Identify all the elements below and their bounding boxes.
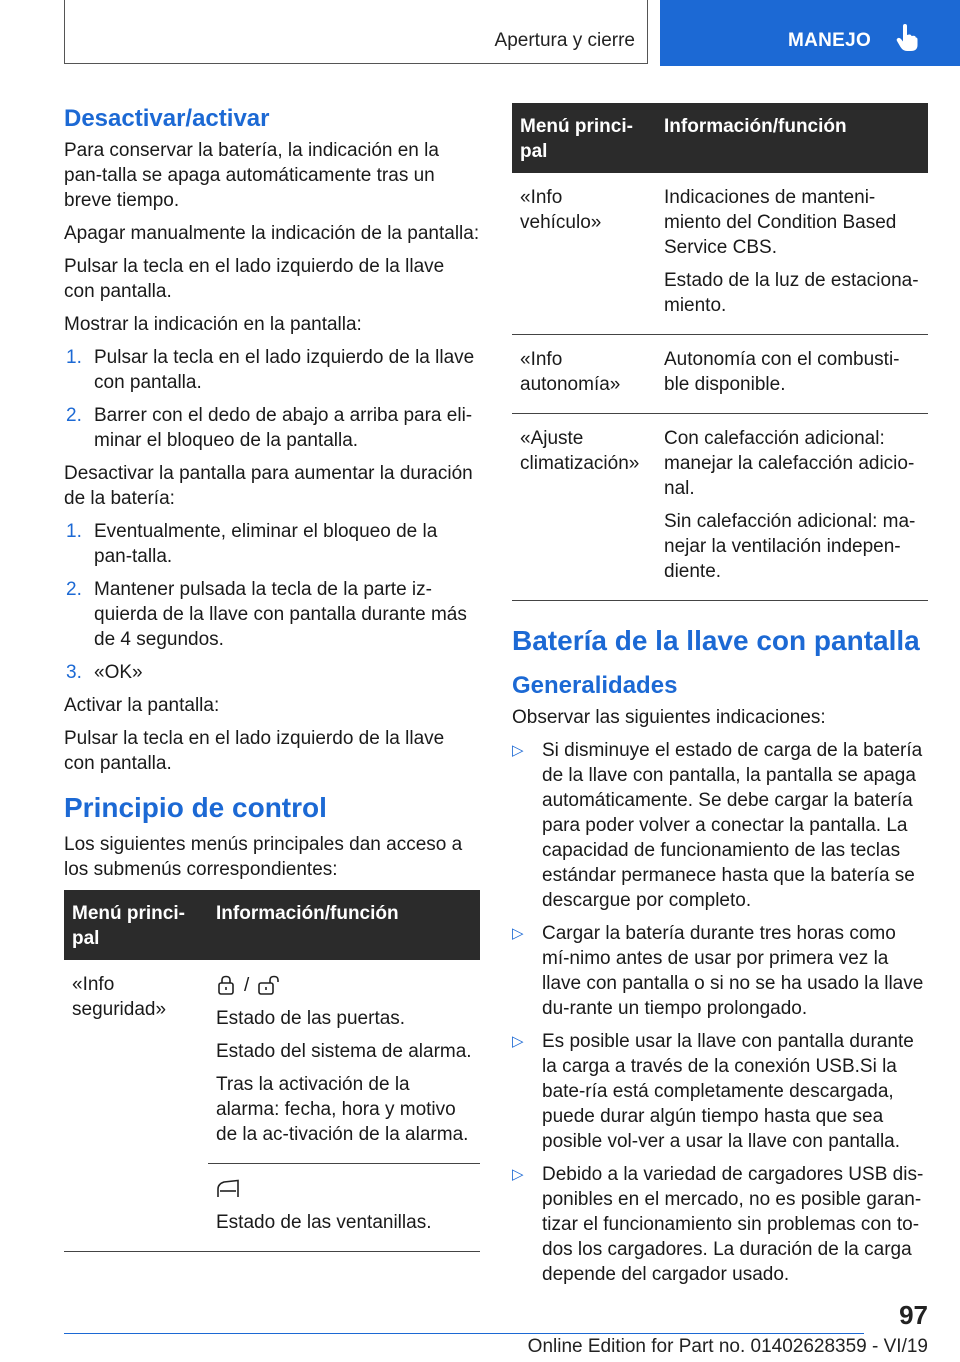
info-cell <box>656 173 928 335</box>
info-cell <box>208 960 480 1164</box>
section-tab <box>64 0 648 64</box>
bullet-triangle-icon: ▷ <box>512 1166 524 1183</box>
table-header-info: Información/función <box>208 890 480 960</box>
list-item <box>512 1162 928 1287</box>
icon-separator: / <box>244 974 250 996</box>
bullet-text: Es posible usar la llave con pantalla durante la carga a través de la conexión USB.Si la bate-ría está completamente descargada, puede durar algún tiempo hasta que sea posible vol-ver a usar la llave con pantalla. <box>542 1031 914 1152</box>
battery-notes-list <box>512 738 928 1287</box>
step-number: 2. <box>66 405 82 426</box>
lock-open-icon <box>257 975 283 995</box>
info-line: Sin calefacción adicional: ma-nejar la ventilación indepen-diente. <box>664 511 916 582</box>
bullet-text: Cargar la batería durante tres horas como mí-nimo antes de usar por primera vez la llave con pantalla o si no se ha usado la llave du-rante un tiempo prolongado. <box>542 923 924 1019</box>
menu-cell: «Info autonomía» <box>512 335 656 414</box>
list-item <box>64 660 480 685</box>
menu-cell-empty <box>64 1164 208 1252</box>
table-row <box>512 173 928 335</box>
heading-battery: Batería de la llave con pantalla <box>512 625 920 656</box>
paragraph: Los siguientes menús principales dan acceso a los submenús correspondientes: <box>64 834 463 880</box>
paragraph: Mostrar la indicación en la pantalla: <box>64 314 362 335</box>
bullet-triangle-icon: ▷ <box>512 925 524 942</box>
paragraph: Apagar manualmente la indicación de la pantalla: <box>64 223 480 244</box>
info-line: Estado del sistema de alarma. <box>216 1041 472 1062</box>
menu-cell: «Info vehículo» <box>512 173 656 335</box>
list-item <box>64 519 480 569</box>
step-text: Barrer con el dedo de abajo a arriba para eli-minar el bloqueo de la pantalla. <box>94 405 473 451</box>
step-number: 1. <box>66 347 82 368</box>
table-row <box>64 1164 480 1252</box>
heading-general: Generalidades <box>512 672 678 699</box>
list-item <box>64 577 480 652</box>
window-icons <box>216 1176 472 1202</box>
left-column <box>64 104 480 1252</box>
table-header-menu: Menú princi-pal <box>512 103 656 173</box>
info-line: Autonomía con el combusti-ble disponible. <box>664 349 900 395</box>
menu-table-left <box>64 890 480 1252</box>
table-header-menu: Menú princi-pal <box>64 890 208 960</box>
hand-pointer-icon <box>896 24 918 57</box>
info-line: Estado de las ventanillas. <box>216 1212 432 1233</box>
section-title: Apertura y cierre <box>494 30 635 51</box>
table-row <box>64 960 480 1164</box>
menu-table-right <box>512 103 928 601</box>
paragraph: Para conservar la batería, la indicación en la pan-talla se apaga automáticamente tras un breve tiempo. <box>64 140 439 211</box>
heading-control: Principio de control <box>64 792 327 823</box>
paragraph: Activar la pantalla: <box>64 695 220 716</box>
steps-list-show <box>64 345 480 453</box>
info-line: Tras la activación de la alarma: fecha, hora y motivo de la ac-tivación de la alarma. <box>216 1074 469 1145</box>
table-header-row <box>512 103 928 173</box>
list-item <box>512 1029 928 1154</box>
table-header-info: Información/función <box>656 103 928 173</box>
steps-list-deactivate <box>64 519 480 685</box>
step-number: 2. <box>66 579 82 600</box>
table-header-row <box>64 890 480 960</box>
heading-deactivate: Desactivar/activar <box>64 105 270 132</box>
list-item <box>64 403 480 453</box>
chapter-tab <box>660 0 960 66</box>
info-line: Indicaciones de manteni-miento del Condition Based Service CBS. <box>664 187 897 258</box>
step-text: Eventualmente, eliminar el bloqueo de la pan-talla. <box>94 521 438 567</box>
bullet-text: Debido a la variedad de cargadores USB dis-ponibles en el mercado, no es posible garan-tizar el funcionamiento sin problemas con to-dos los cargadores. La duración de la carga depende del cargador usado. <box>542 1164 924 1285</box>
paragraph: Desactivar la pantalla para aumentar la duración de la batería: <box>64 463 473 509</box>
paragraph: Pulsar la tecla en el lado izquierdo de la llave con pantalla. <box>64 256 445 302</box>
bullet-triangle-icon: ▷ <box>512 742 524 759</box>
bullet-triangle-icon: ▷ <box>512 1033 524 1050</box>
info-line: Estado de la luz de estaciona-miento. <box>664 270 919 316</box>
step-text: «OK» <box>94 662 143 683</box>
paragraph: Observar las siguientes indicaciones: <box>512 707 826 728</box>
right-column <box>512 104 928 1295</box>
menu-cell: «Ajuste climatización» <box>512 414 656 601</box>
bullet-text: Si disminuye el estado de carga de la batería de la llave con pantalla, la pantalla se apaga automáticamente. Se debe cargar la batería para poder volver a conectar la pantalla. La capacidad de funcionamiento de las teclas estándar permanece hasta que la batería se descargue por completo. <box>542 740 923 911</box>
step-text: Pulsar la tecla en el lado izquierdo de la llave con pantalla. <box>94 347 475 393</box>
info-cell <box>656 335 928 414</box>
info-cell <box>208 1164 480 1252</box>
step-number: 3. <box>66 662 82 683</box>
car-window-icon <box>216 1179 240 1199</box>
info-line: Con calefacción adicional: manejar la calefacción adicio-nal. <box>664 428 915 499</box>
door-icons <box>216 972 472 998</box>
step-text: Mantener pulsada la tecla de la parte iz-quierda de la llave con pantalla durante más de 4 segundos. <box>94 579 467 650</box>
step-number: 1. <box>66 521 82 542</box>
page-number: 97 <box>899 1300 928 1330</box>
info-cell <box>656 414 928 601</box>
list-item <box>512 738 928 913</box>
edition-text: Online Edition for Part no. 01402628359 - VI/19 <box>527 1336 928 1357</box>
paragraph: Pulsar la tecla en el lado izquierdo de la llave con pantalla. <box>64 728 445 774</box>
menu-cell: «Info seguridad» <box>72 974 167 1020</box>
table-row <box>512 335 928 414</box>
table-row <box>512 414 928 601</box>
footer-divider <box>64 1333 864 1334</box>
list-item <box>64 345 480 395</box>
lock-closed-icon <box>216 975 236 995</box>
list-item <box>512 921 928 1021</box>
chapter-label: MANEJO <box>788 30 872 51</box>
info-line: Estado de las puertas. <box>216 1008 406 1029</box>
